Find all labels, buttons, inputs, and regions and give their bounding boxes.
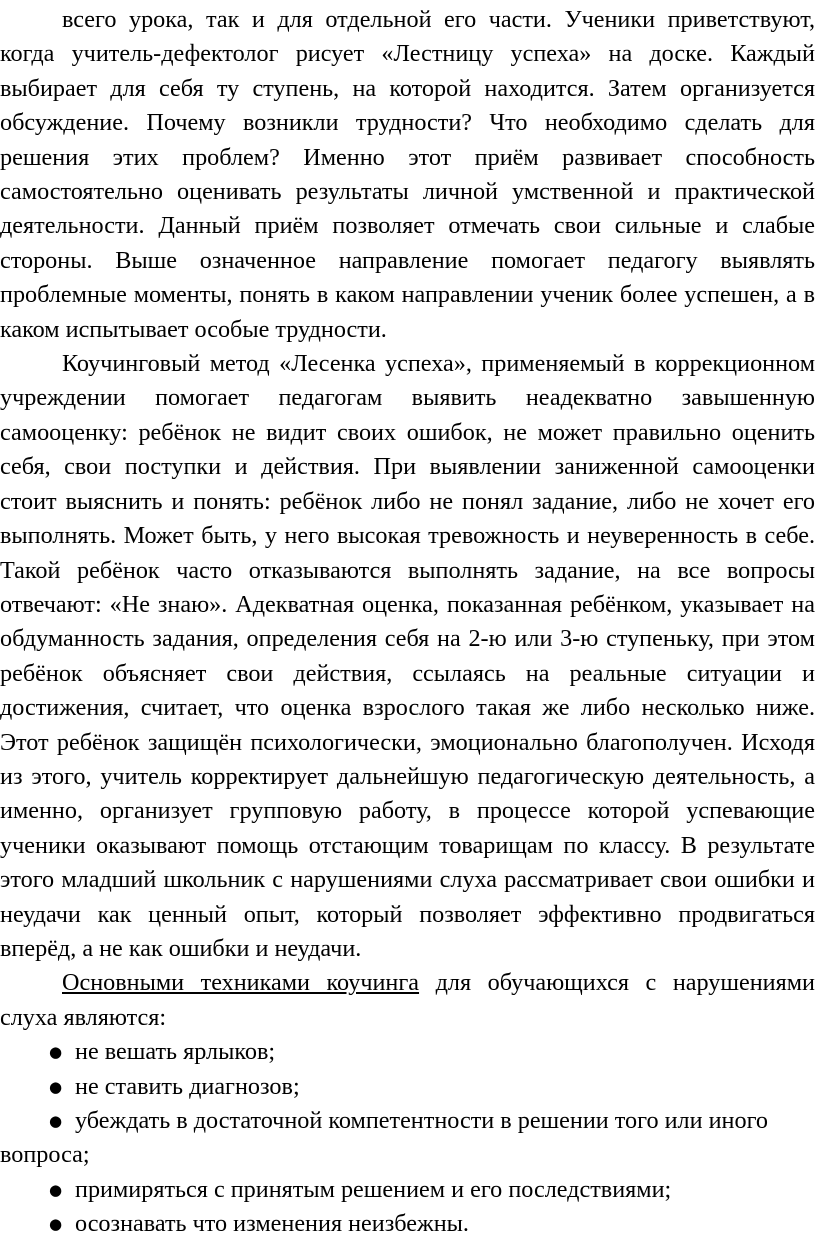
coaching-techniques-intro-text: для обучающихся с нарушениями слуха являются: xyxy=(0,969,816,1031)
list-item xyxy=(0,1070,815,1104)
list-item xyxy=(0,1035,815,1069)
list-item-text: не ставить диагнозов; xyxy=(75,1072,300,1100)
list-item xyxy=(0,1207,815,1241)
bullet-icon: ● xyxy=(49,1077,63,1096)
coaching-techniques-heading: Основными техниками коучинга xyxy=(62,969,420,997)
list-item-text: примиряться с принятым решением и его последствиями; xyxy=(75,1175,672,1203)
coaching-techniques-list xyxy=(0,1035,815,1241)
list-item xyxy=(0,1104,815,1173)
bullet-icon: ● xyxy=(49,1112,63,1130)
list-item-text: осознавать что изменения неизбежны. xyxy=(75,1210,469,1238)
paragraph-coaching-method: Коучинговый метод «Лесенка успеха», применяемый в коррекционном учреждении помогает педагогам выявить неадекватно завышенную самооценку: ребёнок не видит своих ошибок, не может правильно оценить себя, свои поступки и действия. При выявлении заниженной самооценки стоит выяснить и понять: ребёнок либо не понял задание, либо не хочет его выполнять. Может быть, у него высокая тревожность и неуверенность в себе. Такой ребёнок часто отказываются выполнять задание, на все вопросы отвечают: «Не знаю». Адекватная оценка, показанная ребёнком, указывает на обдуманность задания, определения себя на 2-ю или 3-ю ступеньку, при этом ребёнок объясняет свои действия, ссылаясь на реальные ситуации и достижения, считает, что оценка взрослого такая же либо несколько ниже. Этот ребёнок защищён психологически, эмоционально благополучен. Исходя из этого, учитель корректирует дальнейшую педагогическую деятельность, а именно, организует групповую работу, в процессе которой успевающие ученики оказывают помощь отстающим товарищам по классу. В результате этого младший школьник с нарушениями слуха рассматривает свои ошибки и неудачи как ценный опыт, который позволяет эффективно продвигаться вперёд, а не как ошибки и неудачи. xyxy=(0,350,815,962)
list-item-text: не вешать ярлыков; xyxy=(75,1038,276,1066)
paragraph-ladder-of-success: всего урока, так и для отдельной его части. Ученики приветствуют, когда учитель-дефектолог рисует «Лестницу успеха» на доске. Каждый выбирает для себя ту ступень, на которой находится. Затем организуется обсуждение. Почему возникли трудности? Что необходимо сделать для решения этих проблем? Именно этот приём развивает способность самостоятельно оценивать результаты личной умственной и практической деятельности. Данный приём позволяет отмечать свои сильные и слабые стороны. Выше означенное направление помогает педагогу выявлять проблемные моменты, понять в каком направлении ученик более успешен, а в каком испытывает особые трудности. xyxy=(0,6,815,343)
bullet-icon: ● xyxy=(49,1215,63,1234)
bullet-icon: ● xyxy=(49,1180,63,1199)
list-item xyxy=(0,1173,815,1207)
list-item-text: убеждать в достаточной компетентности в решении того или иного вопроса; xyxy=(0,1107,769,1169)
paragraph-coaching-techniques-intro xyxy=(0,966,815,1035)
bullet-icon: ● xyxy=(49,1043,63,1062)
